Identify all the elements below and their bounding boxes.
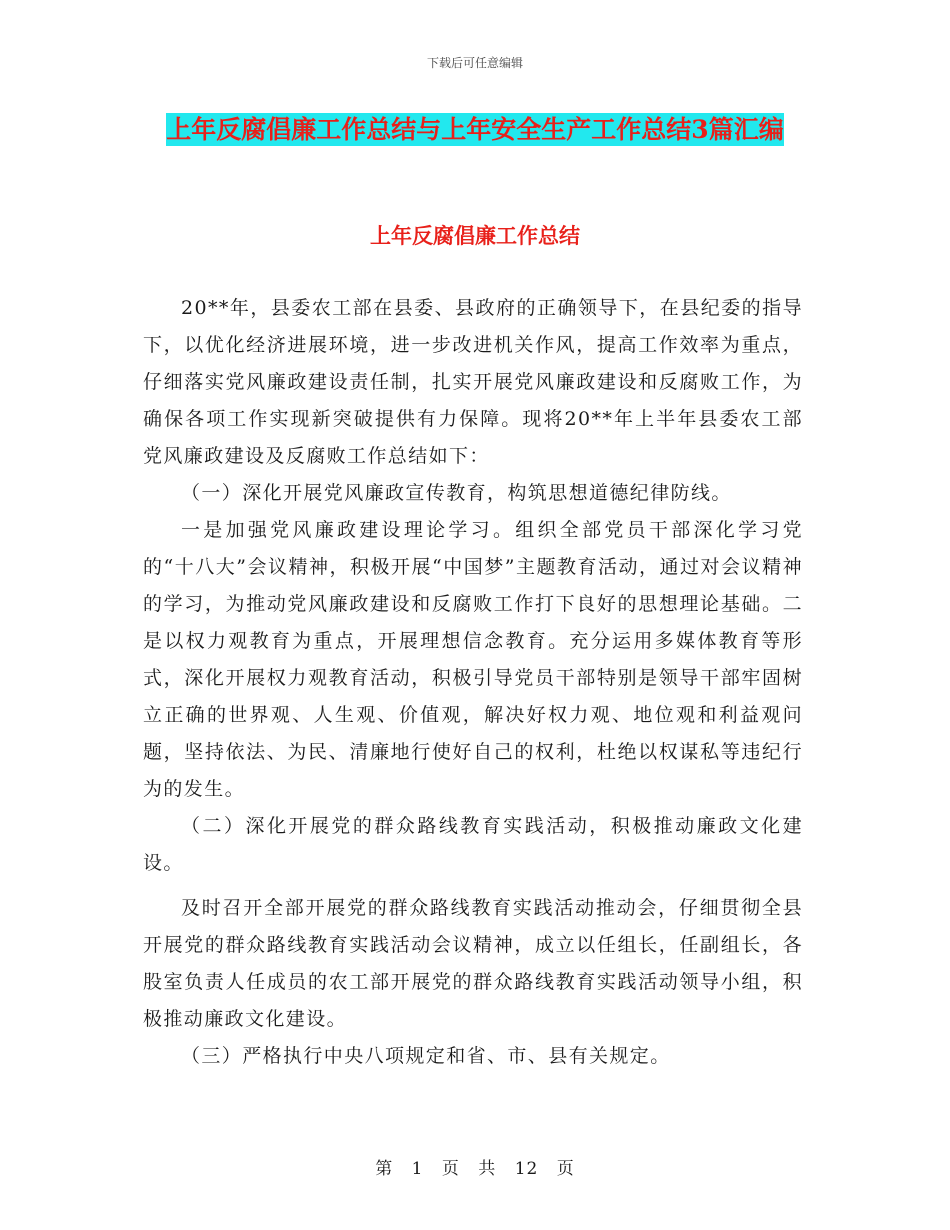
header-note: 下载后可任意编辑 xyxy=(426,56,523,70)
page-footer xyxy=(0,1154,950,1179)
document-body xyxy=(143,290,803,1075)
section-title: 上年反腐倡廉工作总结 xyxy=(370,223,580,248)
footer-total-label: 共 xyxy=(478,1159,497,1179)
footer-page-unit: 页 xyxy=(441,1159,460,1179)
paragraph-mass-line: 及时召开全部开展党的群众路线教育实践活动推动会，仔细贯彻全县开展党的群众路线教育实践活动会议精神，成立以任组长，任副组长，各股室负责人任成员的农工部开展党的群众路线教育实践活动领导小组，积极推动廉政文化建设。 xyxy=(143,897,803,1030)
paragraph-heading-1: （一）深化开展党风廉政宣传教育，构筑思想道德纪律防线。 xyxy=(181,482,732,504)
footer-total-unit: 页 xyxy=(556,1159,575,1179)
document-title xyxy=(150,108,800,152)
footer-total-pages: 12 xyxy=(514,1159,539,1179)
footer-page-number: 1 xyxy=(411,1159,424,1179)
paragraph-heading-2: （二）深化开展党的群众路线教育实践活动，积极推动廉政文化建设。 xyxy=(143,815,803,874)
footer-page-label: 第 xyxy=(375,1159,394,1179)
paragraph-intro: 20**年，县委农工部在县委、县政府的正确领导下，在县纪委的指导下，以优化经济进展环境，进一步改进机关作风，提高工作效率为重点，仔细落实党风廉政建设责任制，扎实开展党风廉政建设和反腐败工作，为确保各项工作实现新突破提供有力保障。现将20**年上半年县委农工部党风廉政建设及反腐败工作总结如下： xyxy=(143,297,803,467)
paragraph-theory-study: 一是加强党风廉政建设理论学习。组织全部党员干部深化学习党的“十八大”会议精神，积极开展“中国梦”主题教育活动，通过对会议精神的学习，为推动党风廉政建设和反腐败工作打下良好的思想理论基础。二是以权力观教育为重点，开展理想信念教育。充分运用多媒体教育等形式，深化开展权力观教育活动，积极引导党员干部特别是领导干部牢固树立正确的世界观、人生观、价值观，解决好权力观、地位观和利益观问题，坚持依法、为民、清廉地行使好自己的权利，杜绝以权谋私等违纪行为的发生。 xyxy=(143,519,803,800)
document-title-text: 上年反腐倡廉工作总结与上年安全生产工作总结3篇汇编 xyxy=(166,115,784,144)
paragraph-heading-3: （三）严格执行中央八项规定和省、市、县有关规定。 xyxy=(181,1045,671,1067)
